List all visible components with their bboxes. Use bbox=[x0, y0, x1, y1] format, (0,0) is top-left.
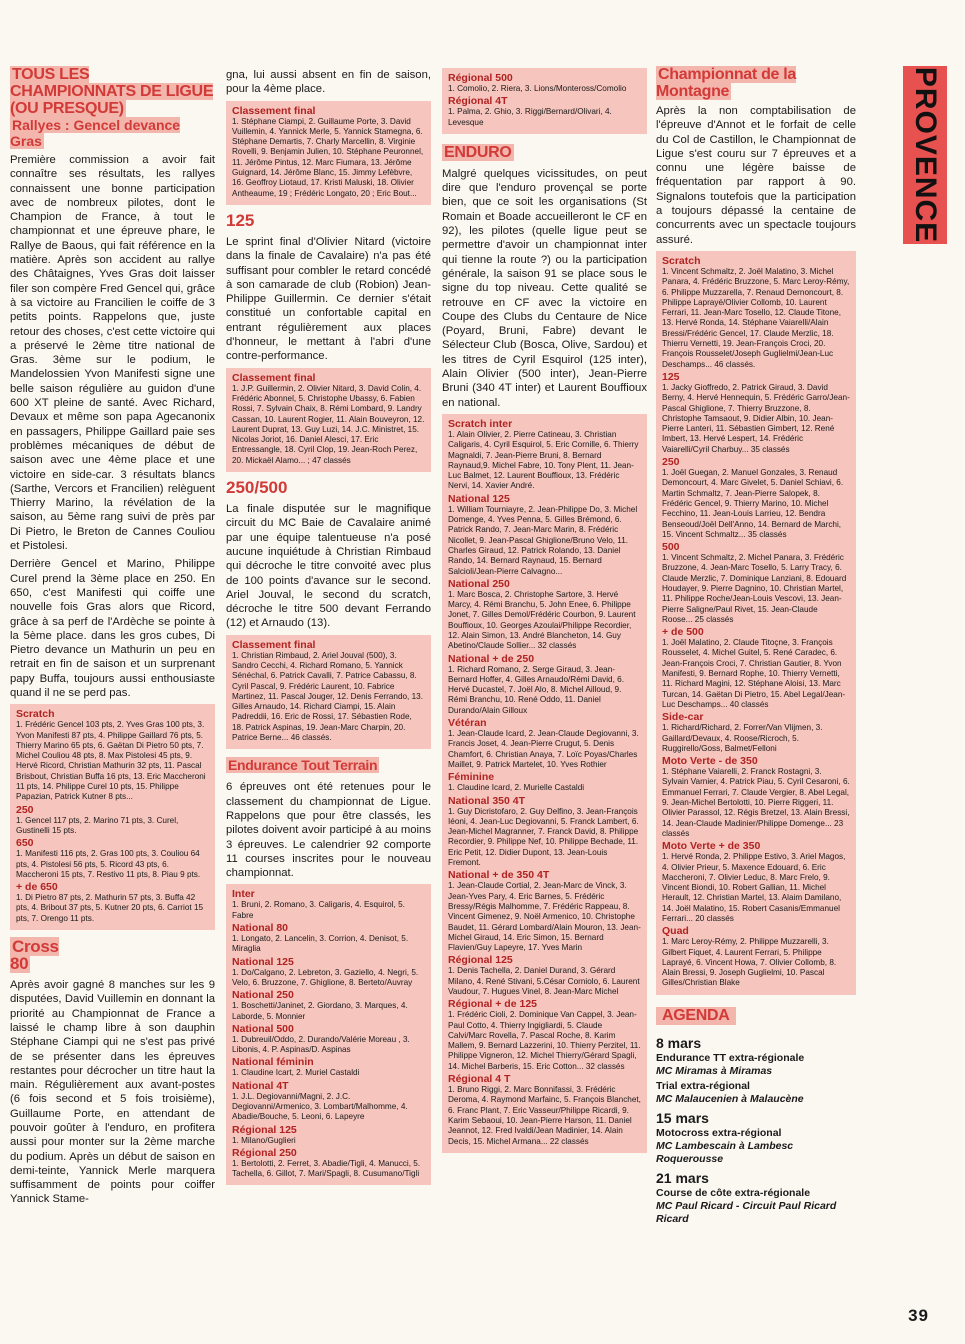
agenda-event: Endurance TT extra-régionale bbox=[656, 1051, 805, 1064]
results-text: 1. Boschetti/Janinet, 2. Giordano, 3. Marques, 4. Laborde, 5. Monnier bbox=[232, 1001, 408, 1021]
results-text: 1. Claudine Icart, 2. Muriel Castaldi bbox=[232, 1068, 360, 1078]
results-text: 1. Frédéric Gencel 103 pts, 2. Yves Gras 100 pts, 3. Yvon Manifesti 87 pts, 4. Philippe Gaillard 76 pts, 5. Thierry Marino 65 pts, 6. Gaëtan Di Pietro 50 pts, 7. Michel Couliou 48 pts, 8. Max Pistolesi 45 pts, 9. Hervé Ricord, Christian Mathurin 32 pts, 11. Pascal Brisbout, Christian Buffa 16 pts, 13. Eric Maccheroni 11 pts, 14. Philippe Curel 10 pts, 15. Philippe Papazian, Patrick Kutner 8 pts... bbox=[16, 720, 206, 802]
results-heading: Side-car bbox=[662, 711, 704, 724]
results-heading: Régional 4T bbox=[448, 95, 508, 108]
results-text: 1. Frédéric Cioli, 2. Dominique Van Cappel, 3. Jean-Paul Cotto, 4. Thierry Ingigliardi, 5. Claude Calvi/Marc Rovella, 7. Pascal Roche, 8. Karim Mallem, 9. Bernard Lazzerini, 10. Thierry Perzitel, 11. Philippe Vigneron, 12. Michel Thierry/Gérard Spagli, 14. Michel Barberis, 15. Eric Cotton... 32 classés bbox=[448, 1010, 641, 1071]
results-heading: 250 bbox=[16, 803, 34, 816]
results-heading: + de 500 bbox=[662, 626, 704, 639]
results-text: 1. Claudine Icard, 2. Murielle Castaldi bbox=[448, 783, 585, 793]
enduro-title: ENDURO bbox=[444, 143, 512, 161]
results-heading: + de 650 bbox=[16, 881, 58, 894]
rallyes-results-box bbox=[10, 704, 215, 930]
cross-paragraph: Après avoir gagné 8 manches sur les 9 disputées, David Vuillemin en donnant la priorité au Championnat de France a laissé le champ libre à son dauphin Stéphane Ciampi qui ne s'est pas privé de se présenter dans les épreuves restantes pour décrocher un titre haut la main. Régulièrement aux avant-postes (6 fois second et 5 fois troisième), Guillaume Porte, en attendant de pouvoir goûter à l'enduro, en profitera aussi pour monter sur la 2ème marche du podium. Après un début de saison en demi-teinte, Yannick Merle marquera suffisamment de points pour coiffer Yannick Stame- bbox=[10, 979, 215, 1206]
results-heading: Classement final bbox=[232, 638, 316, 651]
results-heading: 125 bbox=[662, 370, 680, 383]
results-text: 1. William Tourniayre, 2. Jean-Philippe Do, 3. Michel Domenge, 4. Yves Penna, 5. Gilles Brémond, 6. Patrick Rando, 7. Jean-Marc Marin, 8. Frédéric Nicollet, 9. Jean-Pascal Ghiglione/Bruno Velo, 11. Charles Giraud, 12. Patrick Rolando, 13. Daniel Rando, 14. Bernard Raynaud, 15. Bernard Salcioli/Jean-Pierre Calvagno... bbox=[448, 504, 638, 576]
results-heading: Scratch inter bbox=[448, 417, 513, 430]
results-heading: Moto Verte - de 350 bbox=[662, 755, 758, 768]
results-text: 1. Christian Rimbaud, 2. Ariel Jouval (500), 3. Sandro Cecchi, 4. Richard Romano, 5. Yannick Sénéchal, 6. Patrick Cavalli, 7. Patrice Cabassu, 8. Cyril Pascal, 9. Frédéric Laurent, 10. Fabrice Martinez, 11. Pascal Jouger, 12. Denis Ferrando, 13. Gilles Arnaudo, 14. Richard Ciampi, 15. Alain Padreddii, 16. Eric de Rossi, 17. Sébastien Rode, 18. Patrick Aspinas, 19. Jean-Marc Charpin, 20. Patrice Berne... 46 classés. bbox=[232, 650, 423, 743]
region-tab bbox=[903, 66, 947, 244]
montagne-title: Championnat de la Montagne bbox=[656, 66, 797, 100]
agenda-organizer: MC Paul Ricard - Circuit Paul Ricard Ricard bbox=[656, 1199, 837, 1225]
rallyes-subtitle: Rallyes : Gencel devance Gras bbox=[10, 117, 181, 149]
results-text: 1. Manifesti 116 pts, 2. Gras 100 pts, 3. Couliou 64 pts, 4. Pistolesi 56 pts, 5. Ricord 43 pts, 6. Maccheroni 15 pts, 7. Restivo 11 pts, 8. Piau 9 pts. bbox=[16, 849, 201, 879]
results-heading: National 350 4T bbox=[448, 794, 526, 807]
results-heading: National 4T bbox=[232, 1079, 289, 1092]
montagne-paragraph: Après la non comptabilisation de l'épreuve d'Annot et le forfait de celle du Col de Castillon, le Championnat de Ligue s'est couru sur 7 épreuves et a connu une légère baisse de fréquentation par rapport à 90. Signalons toutefois que la participation a toujours dépassé la centaine de concurrents avec un spectacle toujours assuré. bbox=[656, 105, 856, 246]
column-2 bbox=[226, 68, 431, 1191]
agenda-event: Motocross extra-régional bbox=[656, 1126, 782, 1139]
region-label: PROVENCE bbox=[909, 66, 942, 244]
results-heading: National 250 bbox=[232, 989, 294, 1002]
cross-title: Cross 80 bbox=[10, 937, 59, 974]
section-125-paragraph: Le sprint final d'Olivier Nitard (victoire dans la finale de Cavalaire) n'a pas été suffisant pour combler le retard concédé à son camarade de club (Robion) Jean-Philippe Guillermin. Ce dernier s'était constitué un confortable capital en entrant régulièrement aux places d'honneur, le mettant à l'abri d'une contre-performance. bbox=[226, 235, 431, 363]
results-heading: National féminin bbox=[232, 1056, 314, 1069]
results-heading: 500 bbox=[662, 541, 680, 554]
results-text: 1. Jacky Gioffredo, 2. Patrick Giraud, 3. David Berny, 4. Hervé Hennequin, 5. Frédéric Garro/Jean-Pascal Ghiglione, 7. Thierry Bruzzone, 8. Christophe Tamsaout, 9. Didier Albin, 10. Jean-Pierre Lanteri, 11. Sébastien Gimbert, 12. René Imbert, 13. Hervé Lespert, 14. Frédéric Vaiarelli/Cyril Charbuy... 35 classés bbox=[662, 382, 850, 454]
results-heading: Quad bbox=[662, 925, 689, 938]
results-text: 1. Bruni, 2. Romano, 3. Caligaris, 4. Esquirol, 5. Fabre bbox=[232, 900, 405, 920]
cross-paragraph-cont: gna, lui aussi absent en fin de saison, pour la 4ème place. bbox=[226, 69, 431, 96]
results-text: 1. Richard Romano, 2. Serge Giraud, 3. Jean-Bernard Hoffer, 4. Gilles Arnaudo/Rémi David, 6. Hervé Ducastel, 7. Joël Alo, 8. Michel Ailloud, 9. Rémi Branchu, 10. René Oddo, 11. Daniel Durando/Alain Gilloux bbox=[448, 664, 624, 715]
results-heading: Régional 250 bbox=[232, 1146, 297, 1159]
results-heading: Féminine bbox=[448, 771, 495, 784]
results-heading: Vétéran bbox=[448, 717, 487, 730]
results-heading: Régional 125 bbox=[448, 954, 513, 967]
ett-title: Endurance Tout Terrain bbox=[228, 757, 378, 774]
results-text: 1. Bruno Riggi, 2. Marc Bonnifassi, 3. Frédéric Deroma, 4. Raymond Marfainc, 5. François Blanchet, 6. Franc Plant, 7. Eric Vasseur/Philippe Ricardi, 9. Karim Sebaoui, 10. Jean-Pierre Harson, 11. Daniel Jeannot, 12. Fred Ivaldi/Jean Madinier, 14. Alain Decis, 15. Michel Armana... 22 classés bbox=[448, 1085, 641, 1146]
column-1 bbox=[10, 66, 215, 1211]
rallyes-paragraph-1: Première commission a avoir fait connaître ses résultats, les rallyes connaissent une bonne participation avec de nombreux pilotes, dont le Champion de France, à tout le championnat et une épreuve phare, le Rallye de Baous, qui fait référence en la matière. Après son accident au rallye des Châtaignes, Yves Gras doit laisser filer son compère Fred Gencel qui, grâce à sa victoire au Francilien le coiffe de 3 petits points. Rappelons que, juste retour des choses, c'est cette victoire qui a préservé le 2ème titre national de Gras. 3ème sur le podium, le Mandelossien Yvon Manifesti signe une belle saison régulière au guidon d'une 600 XT pleine de santé. Avec Richard, Devaux et même son papa Agecanonix en passagers, Philippe Gaillard paie ses problèmes mécaniques de début de saison avec une 4ème place et une victoire en side-car. 3 résultats blancs (Sarthe, Vercors et Francilien) relèguent Thierry Marino, la révélation de la saison, au 5ème rang suivi de près par Di Pietro, le Breton de Cannes Couliou et Pistolesi. bbox=[10, 154, 215, 553]
ett-results-box bbox=[226, 884, 431, 1185]
results-heading: National 500 bbox=[232, 1022, 294, 1035]
enduro-results-box bbox=[442, 414, 647, 1153]
results-heading: 250 bbox=[662, 456, 680, 469]
results-text: 1. Marc Leroy-Rémy, 2. Philippe Muzzarelli, 3. Gilbert Fiquet, 4. Laurent Ferrari, 5. Philippe Laprayé, 6. Vincent Howa, 7. Olivier Collomb, 8. Alain Bressi, 9. Joseph Guglielmi, 10. Pascal Gilles/Christian Blake bbox=[662, 937, 837, 988]
results-heading: Régional 500 bbox=[448, 72, 513, 84]
agenda-date: 21 mars bbox=[656, 1169, 709, 1186]
results-heading: Scratch bbox=[16, 708, 55, 721]
column-3 bbox=[442, 68, 647, 1159]
agenda-event: Trial extra-régional bbox=[656, 1079, 750, 1092]
page-number: 39 bbox=[908, 1306, 929, 1325]
results-text: 1. Denis Tachella, 2. Daniel Durand, 3. Gérard Milano, 4. René Stivani, 5.César Corniolo, 6. Laurent Vaudour, 7. Hugues Vinel, 8. Jean-Marc Michel bbox=[448, 966, 640, 996]
results-heading: 650 bbox=[16, 837, 34, 850]
results-heading: Régional + de 125 bbox=[448, 998, 537, 1011]
results-text: 1. Di Pietro 87 pts, 2. Mathurin 57 pts, 3. Buffa 42 pts, 4. Bribout 37 pts, 5. Kutner 20 pts, 6. Carriot 15 pts, 7. Orengo 11 pts. bbox=[16, 893, 204, 923]
results-heading: National 80 bbox=[232, 922, 289, 935]
results-heading: Régional 4 T bbox=[448, 1073, 511, 1086]
agenda-event: Course de côte extra-régionale bbox=[656, 1186, 811, 1199]
results-text: 1. Joël Malatino, 2. Claude Titoçne, 3. François Rousselet, 4. Michel Guitel, 5. René Caradec, 6. Jean-François Croci, 7. Christian Gautier, 8. Yvon Manifesti, 9. Bernard Rophe, 10. Thierry Vernetti, 11. Richard Magini, 12. Stéphane Aloisi, 13. Marc Turcan, 14. Gaëtan Di Pietro, 15. Abel Legal/Jean-Luc Deschamps... 40 classés bbox=[662, 638, 846, 709]
section-125-results-box bbox=[226, 368, 431, 472]
agenda-organizer: MC Lambescain à Lambesc Roquerousse bbox=[656, 1139, 794, 1165]
results-text: 1. Comolio, 2. Riera, 3. Lions/Monteross/Comolio bbox=[448, 84, 627, 93]
ett-results-box-cont bbox=[442, 68, 647, 134]
results-text: 1. Alain Olivier, 2. Pierre Catineau, 3. Christian Caligaris, 4. Cyril Esquirol, 5. Eric Cornille, 6. Thierry Magnaldi, 7. Jean-Pierre Bruni, 8. Bernard Raynaud,9. Michel Fabre, 10. Tony Plent, 11. Jean-Luc Balmet, 12. Laurent Bouffioux, 13. Frédéric Nervi, 14. Xavier André. bbox=[448, 429, 639, 491]
cross-results-box bbox=[226, 101, 431, 205]
results-text: 1. Dubreuil/Oddo, 2. Durando/Valérie Moreau , 3. Libonis, 4. P. Aspinas/D. Aspinas bbox=[232, 1034, 410, 1055]
results-text: 1. Do/Calgano, 2. Lebreton, 3. Gaziello, 4. Negri, 5. Velo, 6. Bruzzone, 7. Ghiglione, 8. Berteto/Auvray bbox=[232, 967, 419, 987]
agenda-title: AGENDA bbox=[656, 1007, 736, 1025]
results-heading: National 125 bbox=[232, 955, 294, 968]
agenda-organizer: MC Miramas à Miramas bbox=[656, 1064, 773, 1077]
results-heading: Classement final bbox=[232, 104, 316, 117]
section-250-500-results-box bbox=[226, 635, 431, 750]
results-text: 1. Vincent Schmaltz, 2. Michel Panara, 3. Frédéric Bruzzone, 4. Jean-Marc Tosello, 5. Larry Tracy, 6. Claude Merzlic, 7. Dominique Lanziani, 8. Edouard Houdayer, 9. Pierre Dagnino, 10. Christian Martel, 11. Philippe Roche/Jean-Louis Vescovi, 13. Jean-Pierre Saligne/Paul Rivet, 15. Jean-Claude Roose... 25 classés bbox=[662, 553, 847, 624]
results-text: 1. Hervé Ronda, 2. Philippe Estivo, 3. Ariel Magos, 4. Olivier Prieur, 5. Maxence Edouard, 6. Eric Maccheroni, 7. Olivier Leduc, 8. Marc Frelo, 9. Vincent Biondi, 10. Robert Gallian, 11. Michel Herault, 12. Christian Martel, 13. Alaim Damilano, 14. Joël Malatino, 15. Robert Casanis/Emmanuel Ferrari... 20 classés bbox=[662, 852, 846, 923]
section-250-500-paragraph: La finale disputée sur le magnifique circuit du MC Baie de Cavalaire animé par une équipe talentueuse n'a posé aucune inquiétude à Christian Rimbaud qui décroche le titre convoité avec plus de 100 points d'avance sur le second. Ariel Jouval, le second du scratch, décroche le titre 500 devant Ferrando (12) et Arnaudo (13). bbox=[226, 503, 431, 630]
results-heading: Moto Verte + de 350 bbox=[662, 840, 761, 853]
agenda-list bbox=[656, 1035, 856, 1226]
results-text: 1. Stéphane Ciampi, 2. Guillaume Porte, 3. David Vuillemin, 4. Yannick Merle, 5. Yannick Stamegna, 6. Stéphane Demartis, 7. Charly Marcellin, 8. Virginie Rovelli, 9. Benjamin Julien, 10. Stéphane Peuronnel, 11. Jérôme Pintus, 12. Marc Fiumara, 13. Jérôme Guignard, 14. Jérôme Blanc, 15. Jimmy Lefèbvre, 16. Geoffroy Liotaud, 17. Kristi Maluski, 18. Olivier Antheaume, 19 ; Frédéric Longato, 20 ; Eric Bout... bbox=[232, 116, 424, 198]
results-heading: National + de 350 4T bbox=[448, 869, 550, 882]
section-125-title: 125 bbox=[226, 210, 255, 230]
results-text: 1. J.L. Degiovanni/Magni, 2. J.C. Degiovanni/Armenico, 3. Lombart/Malhomme, 4. Abadie/Bouche, 5. Leoni, 6. Lapeyre bbox=[232, 1091, 408, 1122]
results-text: 1. Bertolotti, 2. Ferret, 3. Abadie/Tigli, 4. Manucci, 5. Tachella, 6. Gillot, 7. Mari/Spagli, 8. Cusumano/Tigli bbox=[232, 1158, 421, 1179]
rallyes-paragraph-2: Derrière Gencel et Marino, Philippe Curel prend la 3ème place en 250. En 650, c'est Manifesti qui coiffe une nouvelle fois Gras alors que Ricord, grâce à sa perf de l'Ardèche se pointe à la 5ème place. dans les gros cubes, Di Pietro devance un Mathurin un peu en retrait en fin de saison et un surprenant papy Buffa, toujours aussi enthousiaste quand il ne se perd pas. bbox=[10, 558, 215, 699]
results-text: 1. Vincent Schmaltz, 2. Joël Malatino, 3. Michel Panara, 4. Frédéric Bruzzone, 5. Marc Leroy-Rémy, 6. Philippe Muzzarella, 7. Renaud Dernoncourt, 8. Philippe Laprayé/Olivier Collomb, 10. Laurent Ferrari, 11. Jean-Marc Tosello, 12. Claude Titone, 13. Hervé Ronda, 14. Stéphane Vaiarelli/Alain Bressi/Frédéric Gencel, 17. Claude Merzlic, 18. Thierru Vernetti, 19. Jean-François Croci, 20. François Rousselet/Joseph Guglielmi/Jean-Luc Deschamps... 46 classés. bbox=[662, 266, 850, 369]
ett-paragraph: 6 épreuves ont été retenues pour le classement du championnat de Ligue. Rappelons que pour être classés, les pilotes doivent avoir participé à au moins 3 épreuves. Le calendrier 92 comporte 11 courses inscrites pour le nouveau championnat. bbox=[226, 781, 431, 880]
results-heading: Classement final bbox=[232, 371, 316, 384]
agenda-date: 15 mars bbox=[656, 1109, 709, 1126]
results-heading: National 125 bbox=[448, 492, 510, 505]
results-heading: National 250 bbox=[448, 577, 510, 590]
agenda-date: 8 mars bbox=[656, 1034, 702, 1051]
results-text: 1. Longato, 2. Lancelin, 3. Corrion, 4. Denisot, 5. Miraglia bbox=[232, 934, 409, 954]
section-250-500-title: 250/500 bbox=[226, 478, 288, 498]
article-title: TOUS LES CHAMPIONNATS DE LIGUE (OU PRESQUE) bbox=[10, 66, 214, 117]
results-text: 1. Milano/Guglieri bbox=[232, 1135, 296, 1145]
results-heading: National + de 250 bbox=[448, 652, 535, 665]
results-text: 1. J.P. Guillermin, 2. Olivier Nitard, 3. David Colin, 4. Frédéric Abonnel, 5. Christophe Ubassy, 6. Fabien Rossi, 7. Sylvain Chaix, 8. Rémi Lombard, 9. Landry Cassan, 10. Laurent Rogier, 11. Alain Bouveyron, 12. Laurent Duprat, 13. Guy Luzi, 14. J.C. Ministret, 15. Nicolas Joriot, 16. Daniel Alesci, 17. Eric Entressangle, 18. Cyril Clop, 19. Jean-Roch Perez, 20. Mickaël Alamo... ; 47 classés bbox=[232, 383, 425, 465]
results-text: 1. Jean-Claude Icard, 2. Jean-Claude Degiovanni, 3. Francis Joset, 4. Jean-Pierre Crugut, 5. Denis Chamfort, 6. Christian Anaya, 7. Loïc Poyas/Charles Maillet, 9. Patrick Martelet, 10. Yves Rothier bbox=[448, 729, 639, 769]
agenda-organizer: MC Malaucenien à Malaucène bbox=[656, 1092, 804, 1105]
montagne-results-box bbox=[656, 251, 856, 995]
results-text: 1. Jean-Claude Cortial, 2. Jean-Marc de Vinck, 3. Jean-Yves Pary, 4. Eric Barnes, 5. Frédéric Bressy/Régis Malhomme, 7. Frédéric Rappeau, 8. Vincent Gimenez, 9. Noël Armenico, 10. Christophe Baudet, 11. Gérard Lombard/Alain Mouron, 13. Jean-Michel Giraud, 14. Eric Simon, 15. Bernard Flavien/Guy Lapeyre, 17. Yves Marin bbox=[448, 881, 641, 953]
enduro-paragraph: Malgré quelques vicissitudes, on peut dire que l'enduro provençal se porte bien, que ce soit les organisations (St Romain et Boade accueilleront le CF en 92), les pilotes (quelle ligue peut se permettre d'avoir un championnat inter qui tienne la route ?) ou la participation générale, la saison 91 se place sous le signe du top niveau. Cette qualité se retrouve en CF avec la victoire en Coupe des Clubs du Centaure de Nice (Poyard, Bruni, Fabre) devant le Sélecteur Club (Bosca, Olive, Sardou) et les titres de Cyril Esquirol (125 inter), Alain Olivier (500 inter), Jean-Pierre Bruni (340 4T inter) et Laurent Bouffioux en national. bbox=[442, 167, 647, 409]
results-heading: Régional 125 bbox=[232, 1123, 297, 1136]
column-4 bbox=[656, 66, 856, 1228]
results-heading: Inter bbox=[232, 888, 255, 901]
results-text: 1. Joël Guegan, 2. Manuel Gonzales, 3. Renaud Demoncourt, 4. Marc Givelet, 5. Daniel Schiavi, 6. Martin Schmaltz, 7. Jean-Pierre Salopek, 8. Frédéric Gencel, 9. Thierry Marino, 10. Michel Fecchino, 11. Jean-Louis Larrieu, 12. Bendra Benseoud/Joël Dell'Anno, 14. Bernard de Marchi, 15. Vincent Schmaltz... 35 classés bbox=[662, 468, 844, 539]
results-text: 1. Guy Dicristofaro, 2. Guy Delfino, 3. Jean-François Iéoni, 4. Jean-Luc Degiovanni, 5. Franck Lambert, 6. Jean-Michel Magranner, 7. Franck David, 8. Philippe Recordier, 9. Philippe Nef, 10. Philippe Bechade, 11. Eric Petit, 12. Didier Dupont, 13. Jean-Louis Fremont. bbox=[448, 806, 639, 868]
results-text: 1. Palma, 2. Ghio, 3. Riggi/Bernard/Olivari, 4. Levesque bbox=[448, 107, 612, 127]
results-text: 1. Stéphane Vaiarelli, 2. Franck Rostagni, 3. Sylvain Varnier, 4. Patrick Piau, 5. Cyril Cesaroni, 6. Emmanuel Ferrari, 7. Claude Vergier, 8. Abel Legal, 9. Jean-Michel Bertolotti, 10. Pierre Riggeri, 11. Olivier Parassol, 12. Régis Bretzel, 13. Alain Bressi, 14. Jean-Claude Madinier/Philippe Domenge... 23 classés bbox=[662, 767, 850, 838]
results-heading: Scratch bbox=[662, 254, 701, 267]
results-text: 1. Marc Bosca, 2. Christophe Sartore, 3. Hervé Marcy, 4. Rémi Branchu, 5. John Enee, 6. Philippe Jonet, 7. Gilles Demol/Frédéric Courbon, 9. Laurent Bouffioux, 10. Georges Azoulai/Philippe Recordier, 12. Alain Simon, 13. André Blancheton, 14. Guy Abetino/Claude Sollier... 32 classés bbox=[448, 589, 636, 651]
results-text: 1. Gencel 117 pts, 2. Marino 71 pts, 3. Curel, Gustinelli 15 pts. bbox=[16, 815, 179, 835]
results-text: 1. Richard/Richard, 2. Forrer/Van Vlijmen, 3. Gaillard/Devaux, 4. Roose/Ricroch, 5. Ruggirello/Goss, Balmet/Felloni bbox=[662, 723, 823, 753]
